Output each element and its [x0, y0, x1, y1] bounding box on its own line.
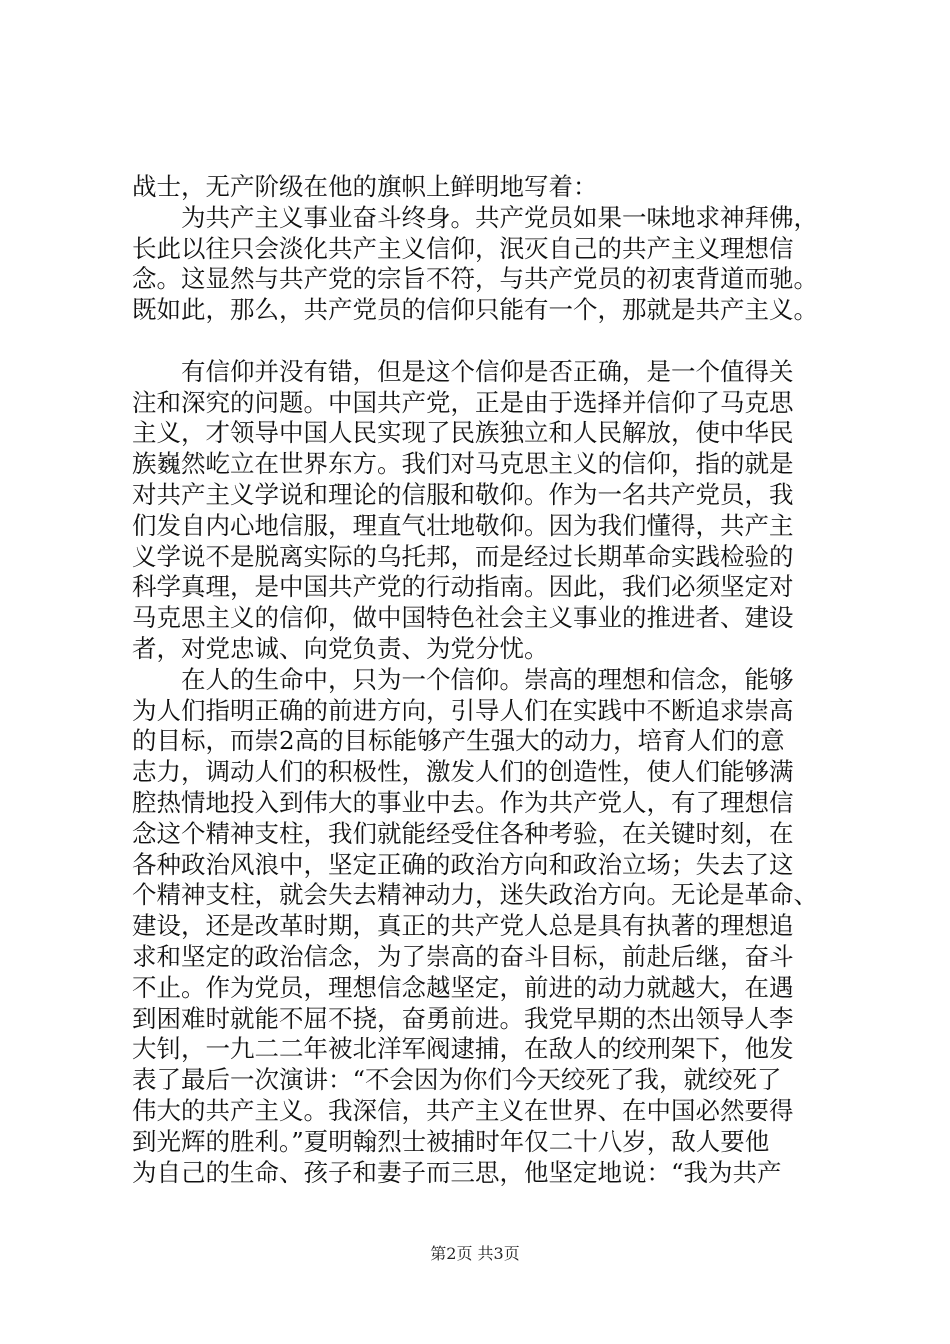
text-line: 的目标，而崇2高的目标能够产生强大的动力，培育人们的意: [132, 726, 785, 756]
text-line: 为自己的生命、孩子和妻子而三思，他坚定地说：“我为共产: [132, 1157, 782, 1187]
text-line: 到困难时就能不屈不挠，奋勇前进。我党早期的杰出领导人李: [132, 1003, 794, 1033]
text-line: 腔热情地投入到伟大的事业中去。作为共产党人，有了理想信: [132, 787, 794, 817]
text-line: 们发自内心地信服，理直气壮地敬仰。因为我们懂得，共产主: [132, 510, 794, 540]
paragraph: [132, 665, 832, 1189]
text-line: 者，对党忠诚、向党负责、为党分忧。: [132, 633, 549, 663]
text-line: 义学说不是脱离实际的乌托邦，而是经过长期革命实践检验的: [132, 541, 794, 571]
text-line: 注和深究的问题。中国共产党，正是由于选择并信仰了马克思: [132, 387, 794, 417]
text-line: 不止。作为党员，理想信念越坚定，前进的动力就越大，在遇: [132, 972, 794, 1002]
text-line: 建设，还是改革时期，真正的共产党人总是具有执著的理想追: [132, 911, 794, 941]
text-line: 为共产主义事业奋斗终身。共产党员如果一味地求神拜佛，: [181, 202, 818, 232]
text-line: 有信仰并没有错，但是这个信仰是否正确，是一个值得关: [181, 356, 794, 386]
text-line: 为人们指明正确的前进方向，引导人们在实践中不断追求崇高: [132, 695, 794, 725]
paragraph: [132, 172, 832, 203]
text-line: 各种政治风浪中，坚定正确的政治方向和政治立场；失去了这: [132, 849, 794, 879]
document-body: [132, 172, 832, 1188]
text-line: 族巍然屹立在世界东方。我们对马克思主义的信仰，指的就是: [132, 449, 794, 479]
paragraph: [132, 203, 832, 326]
text-line: 念这个精神支柱，我们就能经受住各种考验，在关键时刻，在: [132, 818, 794, 848]
text-line: 大钊，一九二二年被北洋军阀逮捕，在敌人的绞刑架下，他发: [132, 1034, 794, 1064]
text-line: 在人的生命中，只为一个信仰。崇高的理想和信念，能够: [181, 664, 794, 694]
paragraph-spacer: [132, 326, 832, 357]
text-line: 科学真理，是中国共产党的行动指南。因此，我们必须坚定对: [132, 572, 794, 602]
text-line: 既如此，那么，共产党员的信仰只能有一个，那就是共产主义。: [132, 295, 818, 325]
text-line: 个精神支柱，就会失去精神动力，迷失政治方向。无论是革命、: [132, 880, 818, 910]
text-line: 主义，才领导中国人民实现了民族独立和人民解放，使中华民: [132, 418, 794, 448]
text-line: 对共产主义学说和理论的信服和敬仰。作为一名共产党员，我: [132, 479, 794, 509]
text-line: 念。这显然与共产党的宗旨不符，与共产党员的初衷背道而驰。: [132, 264, 818, 294]
text-line: 志力，调动人们的积极性，激发人们的创造性，使人们能够满: [132, 757, 794, 787]
text-line: 表了最后一次演讲：“不会因为你们今天绞死了我，就绞死了: [132, 1065, 782, 1095]
text-line: 长此以往只会淡化共产主义信仰，泯灭自己的共产主义理想信: [132, 233, 794, 263]
paragraph: [132, 357, 832, 665]
text-line: 马克思主义的信仰，做中国特色社会主义事业的推进者、建设: [132, 603, 794, 633]
text-line: 到光辉的胜利。”夏明翰烈士被捕时年仅二十八岁，敌人要他: [132, 1126, 770, 1156]
text-line: 求和坚定的政治信念，为了崇高的奋斗目标，前赴后继，奋斗: [132, 941, 794, 971]
text-line: 战士，无产阶级在他的旗帜上鲜明地写着：: [132, 172, 598, 201]
text-line: 伟大的共产主义。我深信，共产主义在世界、在中国必然要得: [132, 1095, 794, 1125]
page-footer: 第2页 共3页: [430, 1244, 520, 1263]
